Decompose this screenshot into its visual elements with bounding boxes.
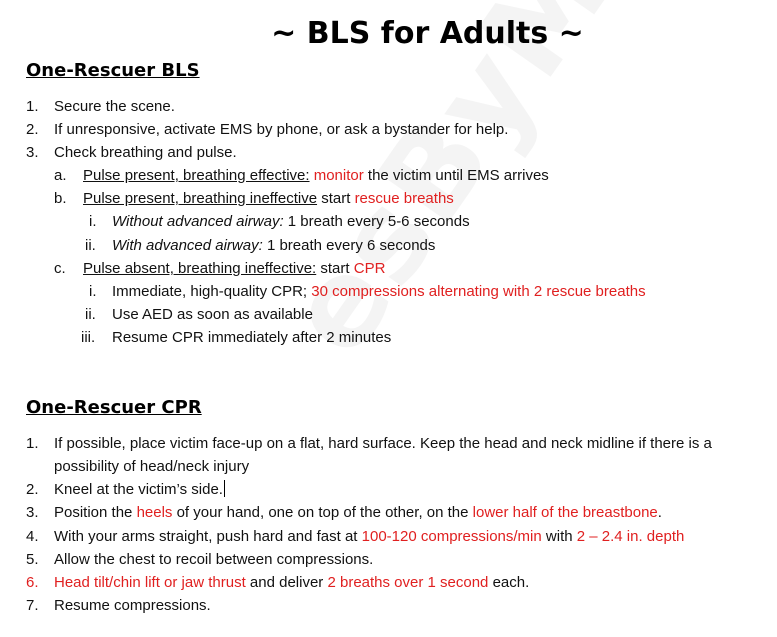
item-rest: 1 breath every 5-6 seconds	[283, 213, 470, 230]
substep-text	[83, 166, 549, 186]
substep-mid: start	[316, 260, 354, 277]
step-number: 3.	[26, 144, 39, 161]
step-text-line1: If possible, place victim face-up on a flat, hard surface. Keep the head and neck midline if there is a	[54, 435, 712, 452]
step-number: 1.	[26, 98, 39, 115]
step-plain: With your arms straight, push hard and fast at	[54, 528, 362, 545]
roman-number: i.	[89, 283, 97, 300]
substep-letter: c.	[54, 260, 66, 277]
step-number: 2.	[26, 481, 39, 498]
step-plain: of your hand, one on top of the other, on the	[172, 504, 473, 521]
step-plain: .	[657, 504, 662, 521]
condition-label: Pulse present, breathing ineffective	[83, 190, 318, 207]
condition-label: Pulse absent, breathing ineffective:	[83, 260, 317, 277]
item-text: Use AED as soon as available	[112, 306, 313, 323]
roman-number: ii.	[85, 306, 96, 323]
substep-text	[83, 189, 454, 209]
substep-letter: a.	[54, 167, 67, 184]
cpr-heading: One-Rescuer CPR	[26, 397, 202, 418]
step-number: 1.	[26, 435, 39, 452]
item-label: Without advanced airway:	[112, 213, 284, 230]
item-text	[112, 282, 646, 302]
text-cursor	[224, 480, 225, 497]
action-highlight: CPR	[353, 260, 386, 277]
item-plain: Immediate, high-quality CPR;	[112, 283, 312, 300]
step-highlight: heels	[136, 504, 173, 521]
step-text: Check breathing and pulse.	[54, 144, 237, 161]
roman-number: i.	[89, 213, 97, 230]
roman-number: ii.	[85, 237, 96, 254]
step-plain: with	[541, 528, 577, 545]
step-text	[54, 480, 225, 500]
step-highlight: 2 breaths over 1 second	[327, 574, 489, 591]
step-number: 6.	[26, 574, 39, 591]
item-text: Resume CPR immediately after 2 minutes	[112, 329, 392, 346]
step-text	[54, 527, 684, 547]
step-number: 7.	[26, 597, 39, 614]
step-text-line2: possibility of head/neck injury	[54, 458, 250, 475]
substep-text	[83, 259, 385, 279]
step-highlight: lower half of the breastbone	[472, 504, 658, 521]
page-title: ~ BLS for Adults ~	[271, 16, 584, 51]
action-highlight: monitor	[313, 167, 364, 184]
step-highlight: 100-120 compressions/min	[361, 528, 542, 545]
step-number: 4.	[26, 528, 39, 545]
step-text	[54, 573, 529, 593]
step-number: 2.	[26, 121, 39, 138]
step-highlight: Head tilt/chin lift or jaw thrust	[54, 574, 246, 591]
step-plain: Kneel at the victim’s side.	[54, 481, 223, 498]
step-text: Allow the chest to recoil between compressions.	[54, 551, 374, 568]
step-text	[54, 503, 662, 523]
item-rest: 1 breath every 6 seconds	[262, 237, 436, 254]
roman-number: iii.	[81, 329, 96, 346]
step-text: Resume compressions.	[54, 597, 211, 614]
substep-rest: the victim until EMS arrives	[363, 167, 549, 184]
step-highlight: 2 – 2.4 in. depth	[576, 528, 685, 545]
item-highlight: 30 compressions alternating with 2 rescue breaths	[311, 283, 646, 300]
substep-mid: start	[317, 190, 355, 207]
substep-letter: b.	[54, 190, 67, 207]
bls-heading: One-Rescuer BLS	[26, 60, 200, 81]
action-highlight: rescue breaths	[354, 190, 454, 207]
step-plain: and deliver	[245, 574, 328, 591]
item-label: With advanced airway:	[112, 237, 263, 254]
step-text: If unresponsive, activate EMS by phone, or ask a bystander for help.	[54, 121, 509, 138]
step-plain: each.	[488, 574, 530, 591]
step-number: 5.	[26, 551, 39, 568]
step-text: Secure the scene.	[54, 98, 175, 115]
item-text	[112, 236, 435, 256]
step-plain: Position the	[54, 504, 137, 521]
item-text	[112, 212, 470, 232]
step-number: 3.	[26, 504, 39, 521]
condition-label: Pulse present, breathing effective:	[83, 167, 310, 184]
